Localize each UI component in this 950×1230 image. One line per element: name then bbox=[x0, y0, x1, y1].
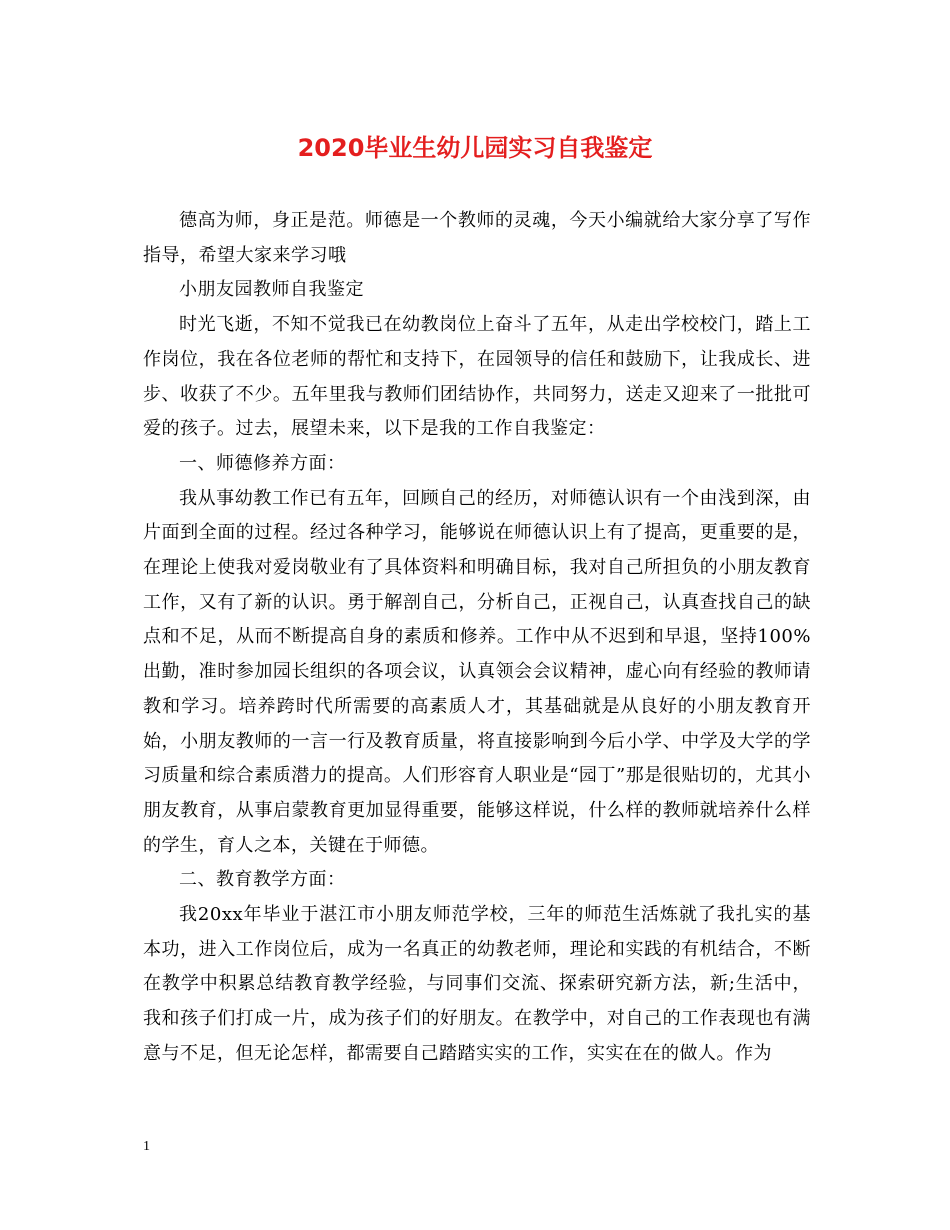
page-number: 1 bbox=[143, 1139, 150, 1154]
section-heading: 二、教育教学方面： bbox=[179, 869, 346, 891]
body-paragraph: 我从事幼教工作已有五年，回顾自己的经历，对师德认识有一个由浅到深，由片面到全面的过程。经过各种学习，能够说在师德认识上有了提高，更重要的是，在理论上使我对爱岗敬业有了具体资料和明确目标，我对自己所担负的小朋友教育工作，又有了新的认识。勇于解剖自己，分析自己，正视自己，认真查找自己的缺点和不足，从而不断提高自身的素质和修养。工作中从不迟到和早退，坚持100%出勤，准时参加园长组织的各项会议，认真领会会议精神，虚心向有经验的教师请教和学习。培养跨时代所需要的高素质人才，其基础就是从良好的小朋友教育开始，小朋友教师的一言一行及教育质量，将直接影响到今后小学、中学及大学的学习质量和综合素质潜力的提高。人们形容育人职业是“园丁”那是很贴切的，尤其小朋友教育，从事启蒙教育更加显得重要，能够这样说，什么样的教师就培养什么样的学生，育人之本，关键在于师德。 bbox=[143, 487, 811, 856]
document-body bbox=[143, 204, 811, 1072]
section-heading: 一、师德修养方面： bbox=[179, 452, 346, 474]
intro-paragraph: 德高为师，身正是范。师德是一个教师的灵魂，今天小编就给大家分享了写作指导，希望大家来学习哦 bbox=[143, 210, 811, 266]
body-paragraph: 我20xx年毕业于湛江市小朋友师范学校，三年的师范生活炼就了我扎实的基本功，进入工作岗位后，成为一名真正的幼教老师，理论和实践的有机结合，不断在教学中积累总结教育教学经验，与同事们交流、探索研究新方法，新;生活中，我和孩子们打成一片，成为孩子们的好朋友。在教学中，对自己的工作表现也有满意与不足，但无论怎样，都需要自己踏踏实实的工作，实实在在的做人。作为 bbox=[143, 904, 811, 1064]
section-heading: 小朋友园教师自我鉴定 bbox=[179, 279, 364, 301]
body-paragraph: 时光飞逝，不知不觉我已在幼教岗位上奋斗了五年，从走出学校校门，踏上工作岗位，我在各位老师的帮忙和支持下，在园领导的信任和鼓励下，让我成长、进步、收获了不少。五年里我与教师们团结协作，共同努力，送走又迎来了一批批可爱的孩子。过去，展望未来，以下是我的工作自我鉴定： bbox=[143, 314, 811, 440]
document-title: 2020毕业生幼儿园实习自我鉴定 bbox=[297, 134, 653, 162]
